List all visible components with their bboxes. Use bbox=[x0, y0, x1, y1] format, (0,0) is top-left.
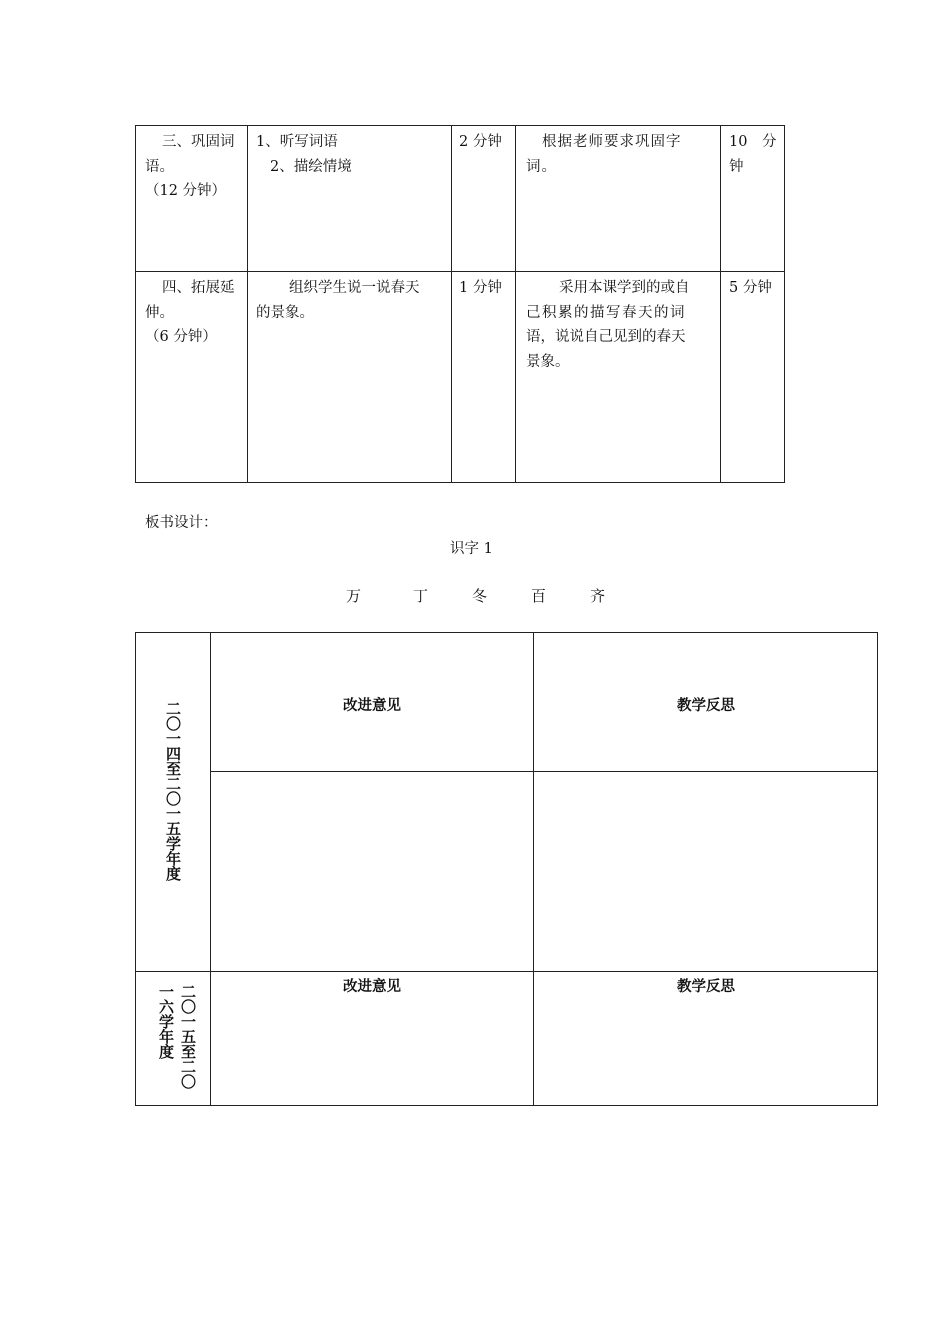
teacher-time: 2 分钟 bbox=[459, 134, 502, 150]
board-character: 齐 bbox=[590, 587, 606, 605]
column-divider bbox=[533, 633, 534, 1105]
reflection-heading: 教学反思 bbox=[677, 698, 735, 714]
improvement-heading: 改进意见 bbox=[343, 698, 401, 714]
stage-line: 三、巩固词 bbox=[162, 134, 235, 150]
student-line: 语，说说自己见到的春天 bbox=[526, 329, 686, 345]
board-design-label: 板书设计： bbox=[145, 515, 218, 531]
stage-cell bbox=[145, 130, 245, 204]
student-time-cell bbox=[729, 276, 781, 301]
teacher-line: 组织学生说一说春天 bbox=[289, 280, 420, 296]
column-divider bbox=[210, 633, 211, 1105]
board-title: 识字 1 bbox=[450, 541, 493, 557]
teacher-line: 1、听写词语 bbox=[256, 134, 338, 150]
teacher-time-cell bbox=[459, 276, 514, 301]
lesson-plan-table bbox=[135, 125, 785, 483]
student-activity-cell bbox=[526, 130, 716, 179]
improvement-heading: 改进意见 bbox=[343, 979, 401, 995]
school-year-label: 二〇一四至二〇一五学年度 bbox=[164, 701, 182, 881]
board-character: 丁 bbox=[413, 587, 429, 605]
row-divider bbox=[136, 971, 877, 972]
row-divider bbox=[136, 271, 784, 272]
teacher-time-cell bbox=[459, 130, 514, 155]
column-divider bbox=[515, 126, 516, 482]
stage-line: （12 分钟） bbox=[145, 183, 227, 199]
student-line: 词。 bbox=[526, 158, 557, 175]
student-line: 己积累的描写春天的词 bbox=[526, 304, 686, 321]
board-character: 冬 bbox=[472, 587, 488, 605]
school-year-label: 二〇一五至二〇 bbox=[179, 984, 197, 1089]
student-line: 采用本课学到的或自 bbox=[559, 280, 690, 296]
student-time-cell bbox=[729, 130, 781, 179]
stage-line: 伸。 bbox=[145, 304, 174, 321]
reflection-heading: 教学反思 bbox=[677, 979, 735, 995]
student-activity-cell bbox=[526, 276, 718, 374]
stage-line: 四、拓展延 bbox=[162, 280, 235, 296]
reflection-table bbox=[135, 632, 878, 1106]
teacher-activity-cell bbox=[256, 130, 446, 179]
teacher-time: 1 分钟 bbox=[459, 280, 502, 296]
column-divider bbox=[247, 126, 248, 482]
row-divider bbox=[210, 771, 877, 772]
school-year-label: 一六学年度 bbox=[157, 984, 175, 1059]
student-time-line: 钟 bbox=[729, 158, 744, 175]
board-character: 百 bbox=[531, 587, 547, 605]
teacher-activity-cell bbox=[256, 276, 448, 325]
teacher-line: 的景象。 bbox=[256, 304, 314, 321]
student-time-line: 5 分钟 bbox=[729, 280, 772, 296]
student-line: 景象。 bbox=[526, 353, 570, 370]
student-line: 根据老师要求巩固字 bbox=[542, 134, 682, 150]
stage-line: （6 分钟） bbox=[145, 329, 217, 345]
stage-cell bbox=[145, 276, 245, 350]
board-character: 万 bbox=[346, 587, 362, 605]
student-time-line: 10 分 bbox=[729, 134, 777, 150]
column-divider bbox=[451, 126, 452, 482]
teacher-line: 2、描绘情境 bbox=[270, 158, 352, 175]
stage-line: 语。 bbox=[145, 158, 174, 175]
column-divider bbox=[720, 126, 721, 482]
